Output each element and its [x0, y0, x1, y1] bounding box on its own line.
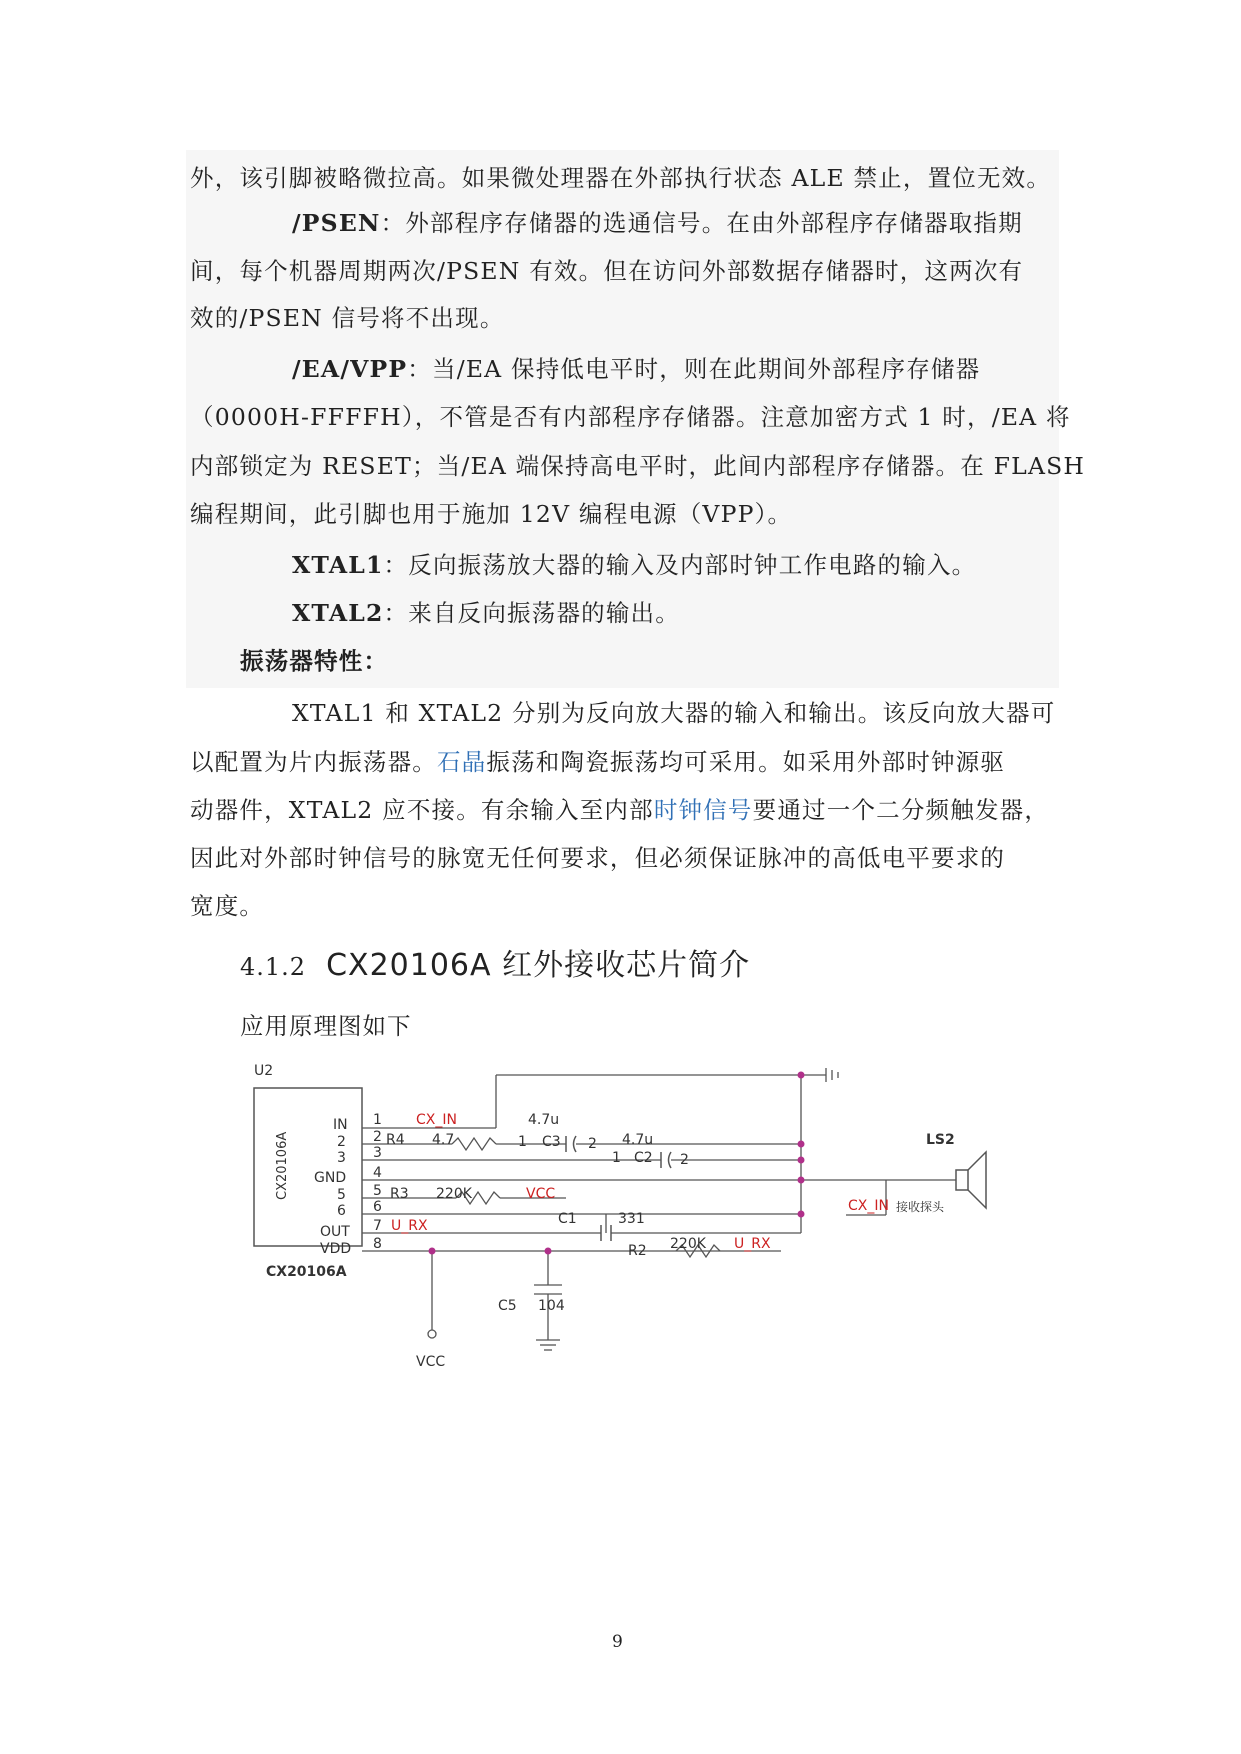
r2-value: 220K	[670, 1236, 706, 1252]
ls2-label: LS2	[926, 1132, 955, 1148]
speaker-icon	[956, 1152, 986, 1208]
c2-pin1: 1	[612, 1150, 621, 1166]
paragraph-line: 外，该引脚被略微拉高。如果微处理器在外部执行状态 ALE 禁止，置位无效。	[190, 164, 1052, 192]
paragraph-line: 内部锁定为 RESET；当/EA 端保持高电平时，此间内部程序存储器。在 FLASH	[190, 452, 1086, 480]
paragraph-line: 因此对外部时钟信号的脉宽无任何要求，但必须保证脉冲的高低电平要求的	[190, 844, 1006, 872]
section-title-cn: 红外接收芯片简介	[491, 948, 751, 983]
section-heading	[240, 940, 750, 984]
c2-label: C2	[634, 1150, 653, 1166]
pin-desc: ：来自反向振荡器的输出。	[383, 599, 680, 627]
text-run: 要通过一个二分频触发器，	[752, 796, 1050, 824]
paragraph-line	[292, 353, 980, 385]
pin-desc: ：当/EA 保持低电平时，则在此期间外部程序存储器	[407, 355, 981, 383]
r2-label: R2	[628, 1243, 647, 1259]
paragraph-line: 编程期间，此引脚也用于施加 12V 编程电源（VPP）。	[190, 500, 793, 528]
net-label-u-rx: U_RX	[391, 1218, 428, 1234]
chip-vertical-label: CX20106A	[275, 1131, 290, 1200]
probe-label: 接收探头	[896, 1200, 945, 1214]
pin-label: XTAL1	[292, 551, 384, 579]
link-crystal[interactable]: 石晶	[437, 748, 487, 776]
paragraph-line: 效的/PSEN 信号将不出现。	[190, 304, 505, 332]
pin-name: 2	[337, 1134, 346, 1150]
pin-label: /EA/VPP	[292, 355, 408, 383]
pin-number: 1	[373, 1112, 382, 1128]
pin-name: VDD	[320, 1241, 352, 1257]
paragraph-line: 间，每个机器周期两次/PSEN 有效。但在访问外部数据存储器时，这两次有	[190, 257, 1024, 285]
page-number: 9	[612, 1632, 623, 1652]
pin-name: 5	[337, 1187, 346, 1203]
c3-pin1: 1	[518, 1134, 527, 1150]
c5-value: 104	[538, 1298, 565, 1314]
paragraph-line	[292, 549, 976, 581]
net-label-vcc: VCC	[526, 1186, 556, 1202]
pin-number: 8	[373, 1236, 382, 1252]
r3-label: R3	[390, 1186, 409, 1202]
text-run: 动器件，XTAL2 应不接。有余输入至内部	[190, 796, 654, 824]
pin-number: 5	[373, 1183, 382, 1199]
text-run: 以配置为片内振荡器。	[190, 748, 437, 776]
c2-value: 4.7u	[622, 1132, 654, 1148]
r4-value: 4.7	[432, 1132, 455, 1148]
pin-label: /PSEN	[292, 209, 381, 237]
net-label-cx-in: CX_IN	[416, 1112, 457, 1128]
paragraph-line	[190, 794, 1049, 826]
chip-body	[254, 1088, 362, 1246]
c1-value: 331	[618, 1211, 645, 1227]
pin-number: 4	[373, 1165, 382, 1181]
pin-name: 6	[337, 1203, 346, 1219]
paragraph-line	[190, 746, 1005, 778]
paragraph-line	[292, 207, 1023, 239]
text-run: 振荡和陶瓷振荡均可采用。如采用外部时钟源驱	[486, 748, 1006, 776]
r4-label: R4	[386, 1132, 405, 1148]
c5-label: C5	[498, 1298, 517, 1314]
paragraph-line: XTAL1 和 XTAL2 分别为反向放大器的输入和输出。该反向放大器可	[292, 699, 1056, 727]
pin-name: IN	[333, 1117, 348, 1133]
vcc-bottom-label: VCC	[416, 1354, 446, 1370]
chip-name: CX20106A	[266, 1264, 347, 1280]
net-label-cx-in-2: CX_IN	[848, 1198, 889, 1214]
pin-desc: ：外部程序存储器的选通信号。在由外部程序存储器取指期	[380, 209, 1023, 237]
paragraph-line: 宽度。	[190, 892, 265, 920]
pin-number: 3	[373, 1145, 382, 1161]
pin-desc: ：反向振荡放大器的输入及内部时钟工作电路的输入。	[383, 551, 977, 579]
schematic-diagram	[236, 1040, 1026, 1400]
pin-number: 6	[373, 1199, 382, 1215]
pin-name: 3	[337, 1150, 346, 1166]
pin-number: 7	[373, 1218, 382, 1234]
c2-pin2: 2	[680, 1152, 689, 1168]
paragraph-line	[292, 597, 680, 629]
c1-label: C1	[558, 1211, 577, 1227]
c3-pin2: 2	[588, 1136, 597, 1152]
c3-value: 4.7u	[528, 1112, 560, 1128]
section-title-latin: CX20106A	[326, 948, 492, 983]
r3-value: 220K	[436, 1186, 472, 1202]
section-number: 4.1.2	[240, 953, 307, 981]
link-clock-signal[interactable]: 时钟信号	[653, 796, 753, 824]
subheading: 振荡器特性：	[240, 647, 389, 675]
figure-caption: 应用原理图如下	[240, 1012, 412, 1040]
pin-label: XTAL2	[292, 599, 384, 627]
chip-ref: U2	[254, 1063, 274, 1079]
c3-label: C3	[542, 1134, 561, 1150]
pin-name: OUT	[320, 1224, 350, 1240]
pin-number: 2	[373, 1129, 382, 1145]
net-label-u-rx-2: U_RX	[734, 1236, 771, 1252]
paragraph-line: （0000H-FFFFH），不管是否有内部程序存储器。注意加密方式 1 时，/EA 将	[190, 403, 1071, 431]
pin-name: GND	[314, 1170, 347, 1186]
